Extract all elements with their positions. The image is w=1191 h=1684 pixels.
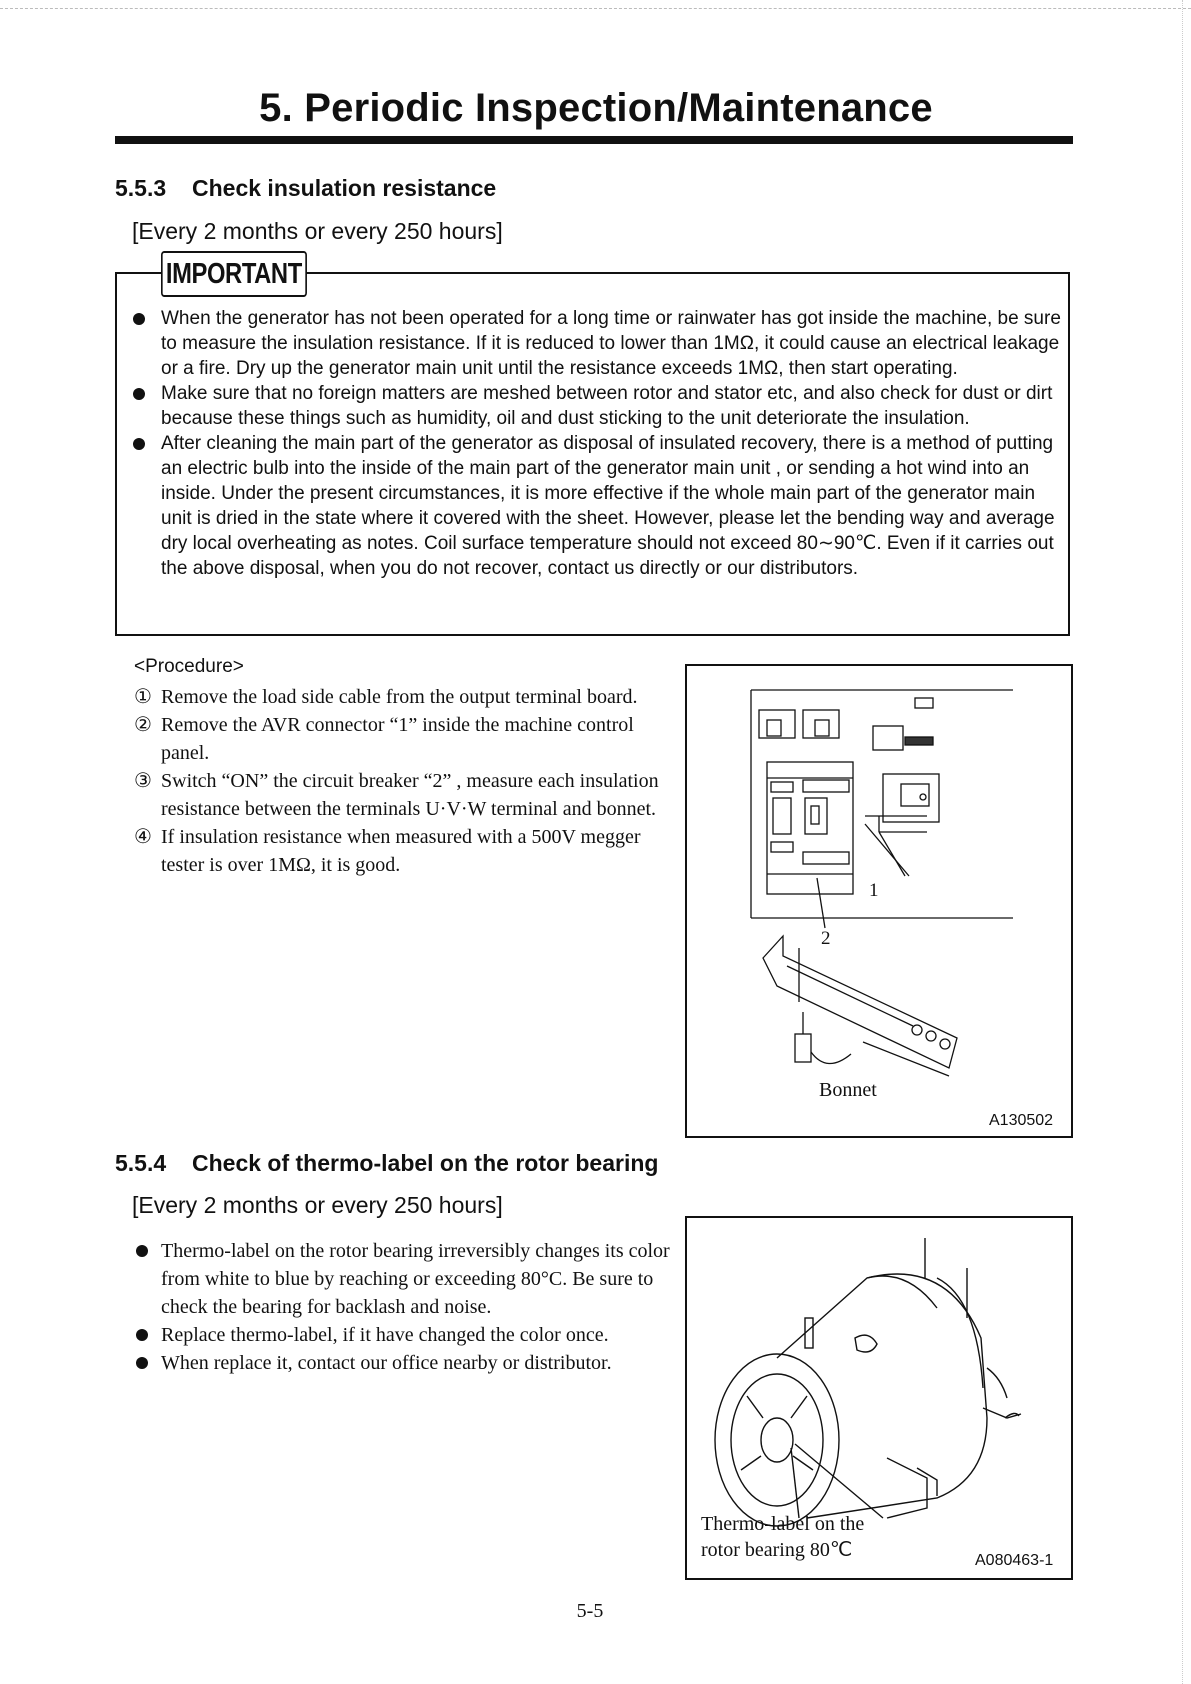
figure-code: A130502 [989, 1112, 1054, 1129]
generator-figure [685, 1216, 1073, 1580]
section-553-number: 5.5.3 [115, 175, 167, 201]
callout-2: 2 [821, 928, 831, 949]
section-553-heading [115, 175, 496, 202]
procedure-step [134, 823, 674, 879]
thermo-item: Thermo-label on the rotor bearing irreversibly changes its color from white to blue by reaching or exceeding 80°C. Be sure to check the bearing for backlash and noise. [134, 1237, 674, 1321]
thermo-item: When replace it, contact our office nearby or distributor. [134, 1349, 674, 1377]
step-text: Remove the load side cable from the output terminal board. [161, 686, 638, 708]
figure-code: A080463-1 [975, 1552, 1054, 1569]
important-list [128, 306, 1068, 581]
step-mark: ② [134, 714, 152, 736]
title-rule [115, 136, 1073, 144]
step-mark: ④ [134, 826, 152, 848]
step-mark: ③ [134, 770, 152, 792]
control-panel-drawing [687, 666, 1071, 1136]
procedure-step [134, 767, 674, 823]
section-554-interval: [Every 2 months or every 250 hours] [132, 1192, 503, 1218]
procedure-step [134, 683, 674, 711]
bonnet-label: Bonnet [819, 1079, 877, 1101]
important-item: When the generator has not been operated for a long time or rainwater has got inside the machine, be sure to measure the insulation resistance. If it is reduced to lower than 1MΩ, it could cause an electrical leakage or a fire. Dry up the generator main unit until the resistance exceeds 1MΩ, then start operating. [128, 306, 1068, 381]
procedure-list [134, 683, 674, 879]
page-number: 5-5 [576, 1600, 604, 1622]
section-554-title: Check of thermo-label on the rotor bearing [192, 1150, 659, 1176]
thermo-caption-line2: rotor bearing 80℃ [701, 1539, 853, 1561]
step-text: Switch “ON” the circuit breaker “2” , measure each insulation resistance between the terminals U·V·W terminal and bonnet. [161, 770, 659, 820]
step-text: If insulation resistance when measured with a 500V megger tester is over 1MΩ, it is good. [161, 826, 641, 876]
generator-drawing [687, 1218, 1071, 1578]
chapter-title: 5. Periodic Inspection/Maintenance [259, 86, 933, 130]
section-553-interval: [Every 2 months or every 250 hours] [132, 218, 503, 244]
scan-edge-line [0, 8, 1191, 10]
section-553-title: Check insulation resistance [192, 175, 497, 201]
thermo-list [134, 1237, 674, 1377]
control-panel-figure [685, 664, 1073, 1138]
procedure-step [134, 711, 674, 767]
important-item: Make sure that no foreign matters are meshed between rotor and stator etc, and also check for dust or dirt because these things such as humidity, oil and dust sticking to the unit deteriorate the insulation. [128, 381, 1068, 431]
step-text: Remove the AVR connector “1” inside the machine control panel. [161, 714, 634, 764]
thermo-caption-line1: Thermo-label on the [701, 1513, 865, 1535]
important-item: After cleaning the main part of the generator as disposal of insulated recovery, there is a method of putting an electric bulb into the inside of the main part of the generator main unit , or sending a hot wind into an inside. Under the present circumstances, it is more effective if the whole main part of the generator main unit is dried in the state where it covered with the sheet. However, please let the bending way and average dry local overheating as notes. Coil surface temperature should not exceed 80∼90℃. Even if it carries out the above disposal, when you do not recover, contact us directly or our distributors. [128, 431, 1068, 581]
step-mark: ① [134, 686, 152, 708]
section-554-heading [115, 1150, 658, 1177]
procedure-label: <Procedure> [134, 656, 244, 677]
section-554-number: 5.5.4 [115, 1150, 167, 1176]
thermo-item: Replace thermo-label, if it have changed the color once. [134, 1321, 674, 1349]
scan-edge-right [1182, 0, 1184, 1684]
important-label: IMPORTANT [161, 251, 307, 297]
callout-1: 1 [869, 880, 879, 901]
